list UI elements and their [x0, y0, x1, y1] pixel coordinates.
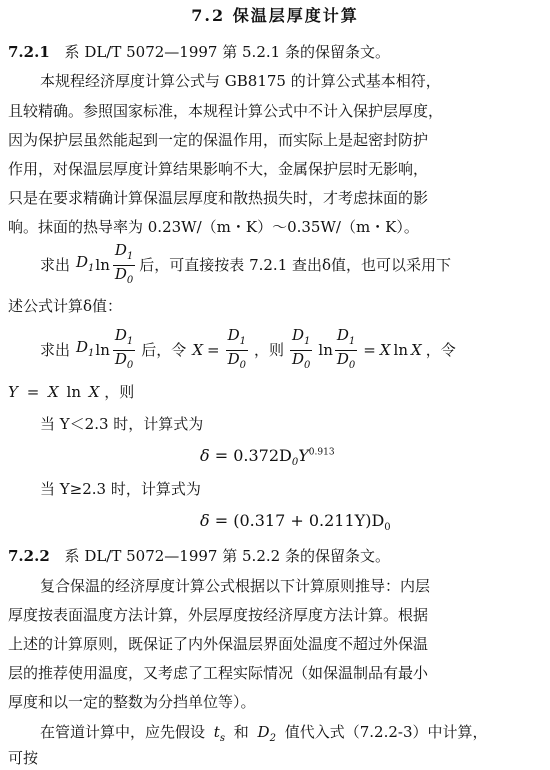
paragraph-line: 复合保温的经济厚度计算公式根据以下计算原则推导：内层 — [40, 577, 431, 595]
paragraph-line: 可按 — [8, 749, 39, 767]
clause-heading-text: 系 DL/T 5072—1997 第 5.2.2 条的保留条文。 — [64, 547, 390, 565]
paragraph-line-assume: 在管道计算中，应先假设 $t_s$ 和 $D_2$ 值代入式（7.2.2-3）中计算， — [40, 723, 488, 744]
condition-y-less: 当 Y＜2.3 时，计算式为 — [40, 415, 204, 433]
condition-y-greater: 当 Y≥2.3 时，计算式为 — [40, 480, 201, 498]
clause-heading-text: 系 DL/T 5072—1997 第 5.2.1 条的保留条文。 — [64, 43, 390, 61]
formula-delta-1: $\delta = 0.372D_0Y^{0.913}$ — [200, 446, 335, 469]
clause-7-2-2-heading — [8, 546, 390, 566]
paragraph-with-formula: 求出 $D_1$ ln $\frac{D_1}{D_0}$ 后，可直接按表 7.2.1 查出δ值，也可以采用下 — [40, 246, 451, 284]
clause-7-2-1-heading — [8, 42, 390, 62]
paragraph-line: 本规程经济厚度计算公式与 GB8175 的计算公式基本相符， — [40, 72, 441, 90]
paragraph-line: 作用，对保温层厚度计算结果影响不大，金属保护层时无影响， — [8, 160, 429, 178]
paragraph-line-y-def: Y = X ln X ，则 — [8, 383, 135, 401]
clause-number: 7.2.1 — [8, 43, 50, 61]
paragraph-line: 上述的计算原则，既保证了内外保温层界面处温度不超过外保温 — [8, 635, 429, 653]
formula-delta-2: $\delta = (0.317 + 0.211Y)D_0$ — [200, 511, 391, 534]
paragraph-line: 述公式计算δ值： — [8, 297, 123, 315]
paragraph-substitution: 求出 $D_1$ ln $\frac{D_1}{D_0}$ 后，令 X = $\frac{D_1}{D_0}$ ，则 $\frac{D_1}{D_0}$ ln $\frac{D_1}{D_0}$ = X ln X ，令 — [40, 325, 456, 371]
paragraph-line: 响。抹面的热导率为 0.23W/（m・K）～0.35W/（m・K）。 — [8, 218, 419, 236]
clause-number: 7.2.2 — [8, 547, 50, 565]
paragraph-line: 且较精确。参照国家标准，本规程计算公式中不计入保护层厚度， — [8, 102, 444, 120]
paragraph-line: 因为保护层虽然能起到一定的保温作用，而实际上是起密封防护 — [8, 131, 429, 149]
paragraph-line: 厚度和以一定的整数为分挡单位等）。 — [8, 693, 256, 711]
paragraph-line: 厚度按表面温度方法计算，外层厚度按经济厚度方法计算。根据 — [8, 606, 429, 624]
paragraph-line: 层的推荐使用温度，又考虑了工程实际情况（如保温制品有最小 — [8, 664, 429, 682]
section-title: 7.2 保温层厚度计算 — [191, 6, 359, 25]
fraction-d1-d0: $\frac{D_1}{D_0}$ — [114, 240, 134, 286]
paragraph-line: 只是在要求精确计算保温层厚度和散热损失时，才考虑抹面的影 — [8, 189, 429, 207]
